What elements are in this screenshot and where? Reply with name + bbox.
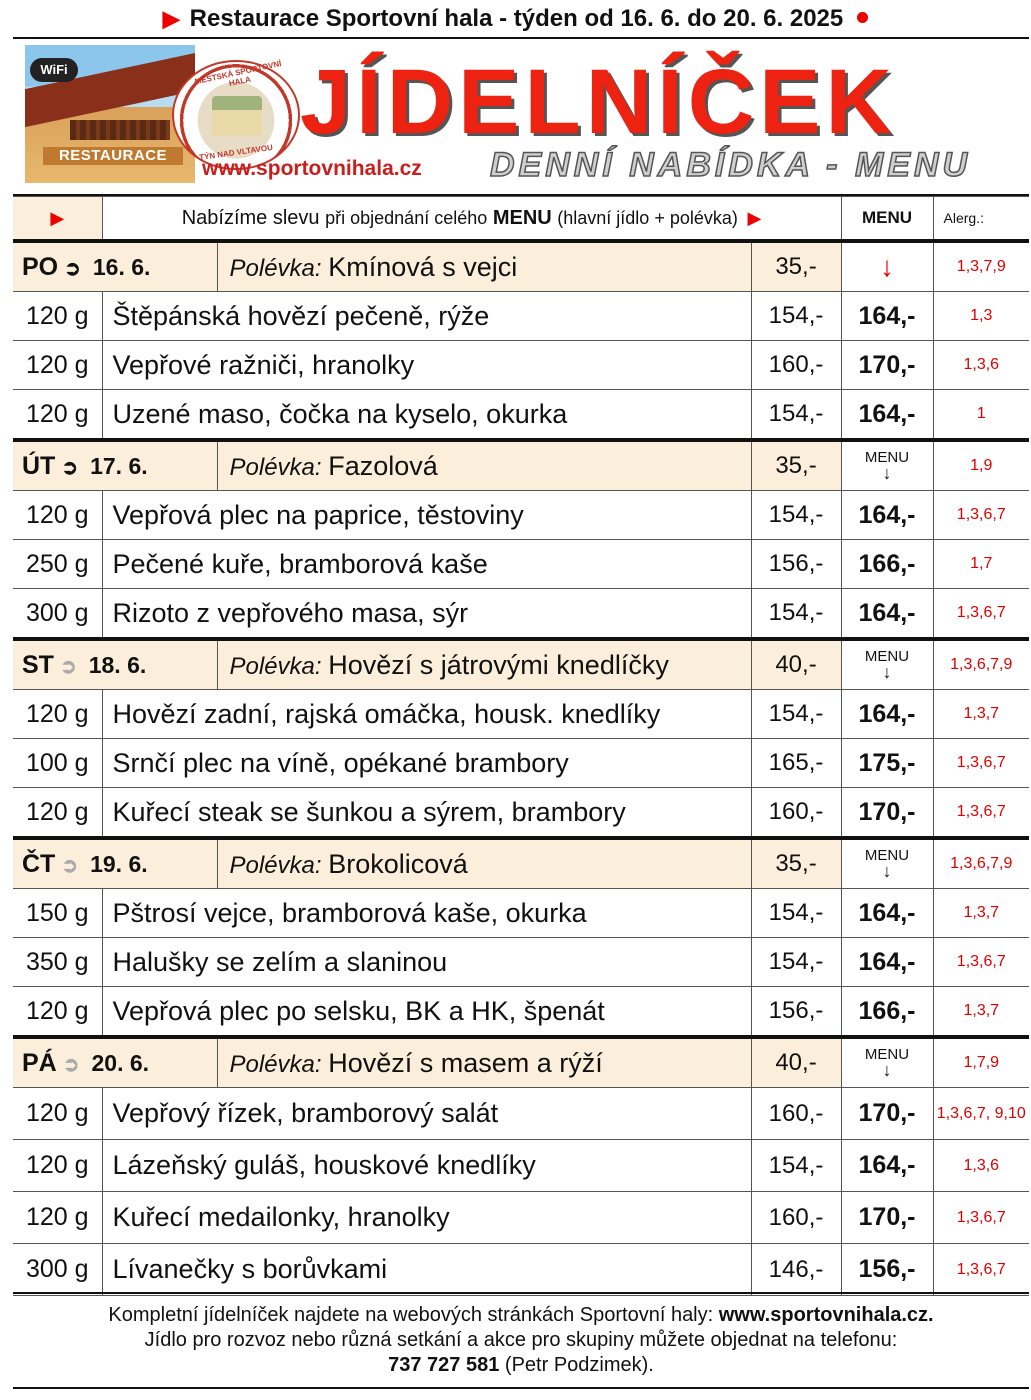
day-cell bbox=[13, 1037, 217, 1088]
dish-menu-price: 164,- bbox=[841, 690, 933, 739]
day-name: PO bbox=[22, 252, 59, 281]
dish-weight: 120 g bbox=[13, 1140, 102, 1192]
day-row bbox=[13, 241, 1029, 292]
footer-text: Kompletní jídelníček najdete na webových stránkách Sportovní haly: bbox=[108, 1304, 714, 1326]
dish-price: 156,- bbox=[751, 540, 841, 589]
footer-line-3 bbox=[13, 1353, 1029, 1378]
dish-row bbox=[13, 938, 1029, 987]
dish-name: Halušky se zelím a slaninou bbox=[102, 938, 751, 987]
dish-name: Lázeňský guláš, houskové knedlíky bbox=[102, 1140, 751, 1192]
dish-menu-price: 164,- bbox=[841, 491, 933, 540]
soup-label: Polévka bbox=[229, 851, 315, 879]
soup-cell bbox=[217, 1037, 751, 1088]
soup-cell bbox=[217, 639, 751, 690]
website-link[interactable]: www.sportovnihala.cz bbox=[202, 157, 422, 180]
dish-menu-price: 164,- bbox=[841, 1140, 933, 1192]
dish-name: Štěpánská hovězí pečeně, rýže bbox=[102, 292, 751, 341]
dish-weight: 120 g bbox=[13, 1088, 102, 1140]
dish-price: 154,- bbox=[751, 1140, 841, 1192]
dish-menu-price: 170,- bbox=[841, 1088, 933, 1140]
dish-menu-price: 170,- bbox=[841, 341, 933, 390]
wifi-badge: WiFi bbox=[30, 58, 78, 82]
dish-price: 146,- bbox=[751, 1244, 841, 1296]
dish-weight: 120 g bbox=[13, 987, 102, 1038]
arrow-circle-icon: ➲ bbox=[59, 655, 77, 678]
menu-marker-cell bbox=[841, 241, 933, 292]
dish-weight: 100 g bbox=[13, 739, 102, 788]
dish-row bbox=[13, 1192, 1029, 1244]
phone-number[interactable]: 737 727 581 bbox=[388, 1354, 500, 1376]
soup-cell bbox=[217, 838, 751, 889]
menu-marker-cell bbox=[841, 1037, 933, 1088]
arrow-circle-icon: ➲ bbox=[62, 1053, 80, 1076]
soup-price: 40,- bbox=[751, 1037, 841, 1088]
dish-allergens: 1,3,7 bbox=[933, 987, 1029, 1038]
day-date: 17. 6. bbox=[90, 452, 148, 479]
dish-menu-price: 175,- bbox=[841, 739, 933, 788]
soup-allergens: 1,3,6,7,9 bbox=[933, 838, 1029, 889]
dish-menu-price: 166,- bbox=[841, 540, 933, 589]
triangle-right-icon: ▶ bbox=[162, 6, 180, 31]
page-title: JÍDELNÍČEK bbox=[300, 51, 897, 153]
arrow-down-icon: ↓ bbox=[882, 861, 892, 881]
notice-text-2: při objednání celého bbox=[325, 207, 488, 228]
dish-price: 160,- bbox=[751, 341, 841, 390]
dish-allergens: 1,3,6 bbox=[933, 1140, 1029, 1192]
day-date: 20. 6. bbox=[91, 1049, 150, 1076]
dish-name: Rizoto z vepřového masa, sýr bbox=[102, 589, 751, 640]
dish-name: Hovězí zadní, rajská omáčka, housk. knedlíky bbox=[102, 690, 751, 739]
contact-name: (Petr Podzimek). bbox=[504, 1354, 654, 1376]
dish-menu-price: 156,- bbox=[841, 1244, 933, 1296]
table-header-row bbox=[13, 197, 1029, 242]
dish-row bbox=[13, 1140, 1029, 1192]
page-subtitle: DENNÍ NABÍDKA - MENU bbox=[490, 146, 972, 184]
soup-label: Polévka bbox=[229, 652, 315, 680]
day-row bbox=[13, 639, 1029, 690]
footer bbox=[13, 1303, 1029, 1378]
menu-marker-cell bbox=[841, 440, 933, 491]
triangle-right-icon: ▶ bbox=[13, 197, 102, 242]
allergens-column-header: Alerg.: bbox=[933, 197, 1029, 242]
red-arrow-down-icon: ↓ bbox=[880, 251, 895, 282]
day-cell bbox=[13, 241, 217, 292]
dish-weight: 300 g bbox=[13, 1244, 102, 1296]
menu-marker-text: MENU bbox=[864, 847, 910, 864]
day-name: ST bbox=[22, 650, 54, 679]
dish-name: Vepřová plec po selsku, BK a HK, špenát bbox=[102, 987, 751, 1038]
dish-price: 165,- bbox=[751, 739, 841, 788]
arrow-circle-icon: ➲ bbox=[61, 854, 79, 877]
soup-cell bbox=[217, 241, 751, 292]
dish-price: 154,- bbox=[751, 938, 841, 987]
soup-allergens: 1,9 bbox=[933, 440, 1029, 491]
dish-menu-price: 166,- bbox=[841, 987, 933, 1038]
dish-row bbox=[13, 292, 1029, 341]
dish-row bbox=[13, 341, 1029, 390]
soup-label-colon: : bbox=[314, 652, 329, 680]
dish-menu-price: 164,- bbox=[841, 938, 933, 987]
day-name: PÁ bbox=[22, 1048, 57, 1077]
dish-weight: 300 g bbox=[13, 589, 102, 640]
soup-label-colon: : bbox=[314, 453, 329, 481]
soup-price: 35,- bbox=[751, 838, 841, 889]
seal-top-text: MĚSTSKÁ SPORTOVNÍ HALA bbox=[193, 59, 283, 89]
soup-allergens: 1,3,6,7,9 bbox=[933, 639, 1029, 690]
dish-row bbox=[13, 390, 1029, 441]
soup-price: 35,- bbox=[751, 241, 841, 292]
top-rule bbox=[13, 37, 1029, 39]
dish-price: 160,- bbox=[751, 1192, 841, 1244]
dish-name: Pečené kuře, bramborová kaše bbox=[102, 540, 751, 589]
bottom-rule bbox=[13, 1387, 1029, 1389]
dish-row bbox=[13, 889, 1029, 938]
day-cell bbox=[13, 440, 217, 491]
day-date: 18. 6. bbox=[88, 651, 147, 678]
week-heading-text: Restaurace Sportovní hala - týden od 16. 6. do 20. 6. 2025 bbox=[189, 5, 844, 32]
arrow-circle-icon: ➲ bbox=[64, 257, 81, 280]
dish-weight: 250 g bbox=[13, 540, 102, 589]
arrow-down-icon: ↓ bbox=[882, 1060, 892, 1080]
dish-allergens: 1 bbox=[933, 390, 1029, 441]
dish-weight: 120 g bbox=[13, 1192, 102, 1244]
dish-row bbox=[13, 1088, 1029, 1140]
dish-menu-price: 164,- bbox=[841, 292, 933, 341]
day-row bbox=[13, 440, 1029, 491]
dish-price: 160,- bbox=[751, 788, 841, 839]
dish-name: Kuřecí medailonky, hranolky bbox=[102, 1192, 751, 1244]
dish-name: Lívanečky s borůvkami bbox=[102, 1244, 751, 1296]
dish-weight: 120 g bbox=[13, 341, 102, 390]
dish-menu-price: 164,- bbox=[841, 390, 933, 441]
soup-label: Polévka bbox=[229, 254, 315, 282]
table-bottom-rule bbox=[13, 1292, 1029, 1294]
day-cell bbox=[13, 639, 217, 690]
dish-row bbox=[13, 589, 1029, 640]
day-name: ČT bbox=[22, 849, 56, 878]
dish-allergens: 1,3 bbox=[933, 292, 1029, 341]
soup-label-colon: : bbox=[314, 1050, 329, 1078]
dish-allergens: 1,3,7 bbox=[933, 690, 1029, 739]
dish-allergens: 1,3,6,7 bbox=[933, 739, 1029, 788]
menu-table bbox=[13, 196, 1029, 1296]
notice-text-1: Nabízíme slevu bbox=[181, 206, 320, 229]
menu-marker-cell bbox=[841, 838, 933, 889]
dish-row bbox=[13, 788, 1029, 839]
dish-price: 154,- bbox=[751, 690, 841, 739]
dish-price: 154,- bbox=[751, 292, 841, 341]
dish-weight: 120 g bbox=[13, 788, 102, 839]
dish-row bbox=[13, 1244, 1029, 1296]
sports-hall-seal bbox=[172, 60, 300, 170]
red-dot-icon bbox=[857, 12, 868, 23]
arrow-down-icon: ↓ bbox=[882, 463, 892, 483]
arrow-down-icon: ↓ bbox=[882, 662, 892, 682]
footer-line-2: Jídlo pro rozvoz nebo různá setkání a akce pro skupiny můžete objednat na telefonu: bbox=[144, 1329, 898, 1351]
dish-row bbox=[13, 540, 1029, 589]
week-heading bbox=[0, 0, 1031, 38]
dish-allergens: 1,3,6 bbox=[933, 341, 1029, 390]
dish-allergens: 1,3,6,7 bbox=[933, 589, 1029, 640]
dish-allergens: 1,3,6,7 bbox=[933, 491, 1029, 540]
dish-name: Pštrosí vejce, bramborová kaše, okurka bbox=[102, 889, 751, 938]
menu-marker-text: MENU bbox=[864, 449, 910, 466]
soup-label-colon: : bbox=[314, 254, 329, 282]
dish-row bbox=[13, 739, 1029, 788]
dish-menu-price: 164,- bbox=[841, 589, 933, 640]
day-row bbox=[13, 838, 1029, 889]
arrow-circle-icon: ➲ bbox=[61, 456, 79, 479]
dish-name: Uzené maso, čočka na kyselo, okurka bbox=[102, 390, 751, 441]
day-row bbox=[13, 1037, 1029, 1088]
day-date: 16. 6. bbox=[92, 253, 151, 280]
soup-allergens: 1,3,7,9 bbox=[933, 241, 1029, 292]
menu-marker-cell bbox=[841, 639, 933, 690]
discount-notice bbox=[102, 197, 841, 242]
dish-weight: 350 g bbox=[13, 938, 102, 987]
dish-weight: 150 g bbox=[13, 889, 102, 938]
soup-label: Polévka bbox=[229, 1050, 315, 1078]
dish-allergens: 1,7 bbox=[933, 540, 1029, 589]
soup-price: 40,- bbox=[751, 639, 841, 690]
dish-menu-price: 170,- bbox=[841, 1192, 933, 1244]
dish-weight: 120 g bbox=[13, 390, 102, 441]
soup-name: Brokolicová bbox=[328, 848, 468, 879]
soup-label: Polévka bbox=[229, 453, 315, 481]
day-cell bbox=[13, 838, 217, 889]
dish-price: 154,- bbox=[751, 491, 841, 540]
dish-allergens: 1,3,6,7 bbox=[933, 1244, 1029, 1296]
restaurant-sign: RESTAURACE bbox=[43, 147, 183, 165]
soup-name: Kmínová s vejci bbox=[328, 251, 518, 282]
dish-allergens: 1,3,6,7 bbox=[933, 938, 1029, 987]
day-name: ÚT bbox=[22, 451, 56, 480]
dish-row bbox=[13, 987, 1029, 1038]
dish-weight: 120 g bbox=[13, 292, 102, 341]
dish-price: 154,- bbox=[751, 889, 841, 938]
dish-row bbox=[13, 491, 1029, 540]
menu-marker-text: MENU bbox=[864, 1046, 910, 1063]
dish-allergens: 1,3,6,7, 9,10 bbox=[933, 1088, 1029, 1140]
menu-marker-text: MENU bbox=[864, 648, 910, 665]
soup-allergens: 1,7,9 bbox=[933, 1037, 1029, 1088]
dish-menu-price: 170,- bbox=[841, 788, 933, 839]
dish-price: 156,- bbox=[751, 987, 841, 1038]
dish-name: Kuřecí steak se šunkou a sýrem, brambory bbox=[102, 788, 751, 839]
soup-label-colon: : bbox=[314, 851, 329, 879]
soup-name: Hovězí s játrovými knedlíčky bbox=[328, 649, 669, 680]
dish-menu-price: 164,- bbox=[841, 889, 933, 938]
dish-weight: 120 g bbox=[13, 690, 102, 739]
soup-cell bbox=[217, 440, 751, 491]
dish-name: Srnčí plec na víně, opékané brambory bbox=[102, 739, 751, 788]
dish-name: Vepřový řízek, bramborový salát bbox=[102, 1088, 751, 1140]
soup-price: 35,- bbox=[751, 440, 841, 491]
dish-name: Vepřová plec na paprice, těstoviny bbox=[102, 491, 751, 540]
footer-website-link[interactable]: www.sportovnihala.cz. bbox=[718, 1304, 934, 1326]
menu-column-header: MENU bbox=[841, 197, 933, 242]
day-date: 19. 6. bbox=[90, 850, 148, 877]
dish-price: 154,- bbox=[751, 589, 841, 640]
soup-name: Fazolová bbox=[328, 450, 438, 481]
seal-bottom-text: TÝN NAD VLTAVOU bbox=[198, 142, 274, 163]
notice-text-3: MENU bbox=[492, 206, 552, 229]
dish-allergens: 1,3,6,7 bbox=[933, 788, 1029, 839]
dish-price: 154,- bbox=[751, 390, 841, 441]
triangle-right-icon: ▶ bbox=[747, 207, 762, 228]
dish-allergens: 1,3,6,7 bbox=[933, 1192, 1029, 1244]
notice-text-4: (hlavní jídlo + polévka) bbox=[557, 207, 738, 228]
dish-weight: 120 g bbox=[13, 491, 102, 540]
soup-name: Hovězí s masem a rýží bbox=[328, 1047, 603, 1078]
dish-allergens: 1,3,7 bbox=[933, 889, 1029, 938]
dish-price: 160,- bbox=[751, 1088, 841, 1140]
dish-row bbox=[13, 690, 1029, 739]
dish-name: Vepřové ražniči, hranolky bbox=[102, 341, 751, 390]
footer-line-1 bbox=[13, 1303, 1029, 1328]
